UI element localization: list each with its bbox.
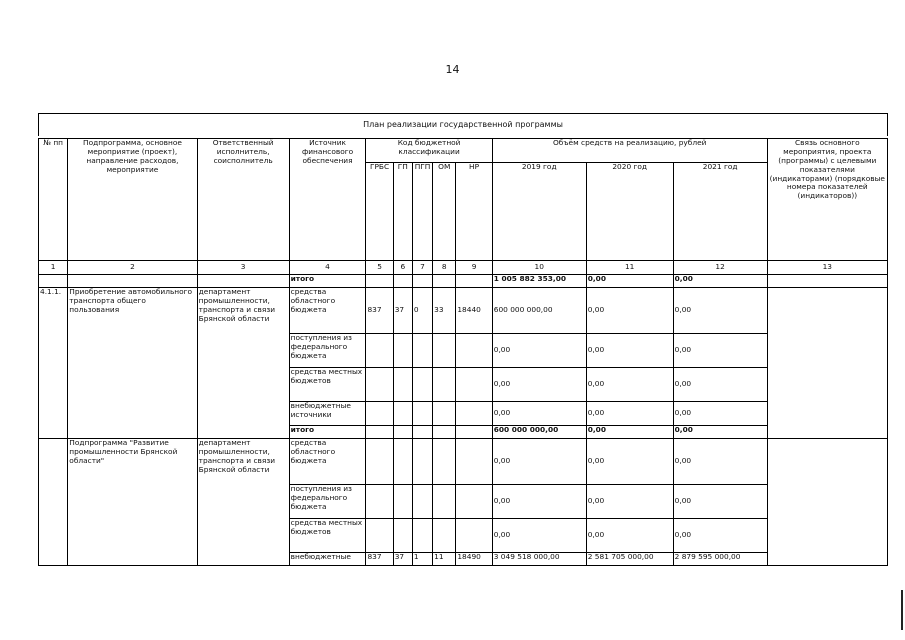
value-2021: 0,00 — [673, 368, 767, 402]
item-responsible: департамент промышленности, транспорта и связи Брянской области — [197, 288, 289, 439]
value-2020: 0,00 — [586, 485, 673, 519]
column-numbers-row — [39, 261, 888, 275]
value-2019: 600 000 000,00 — [492, 288, 586, 334]
header-pgp: ПГП — [412, 163, 432, 261]
value-2020: 0,00 — [586, 439, 673, 485]
total-2021: 0,00 — [673, 426, 767, 439]
value-2019: 0,00 — [492, 439, 586, 485]
pgp-cell: 1 — [412, 553, 432, 566]
header-subprogram: Подпрограмма, основное мероприятие (проект), направление расходов, мероприятие — [68, 139, 197, 261]
source-cell: внебюджетные источники — [289, 402, 366, 426]
subprogram-responsible: департамент промышленности, транспорта и связи Брянской области — [197, 439, 289, 566]
gp-cell: 37 — [393, 553, 412, 566]
grbs-cell: 837 — [366, 553, 393, 566]
grbs-cell: 837 — [366, 288, 393, 334]
total-2020: 0,00 — [586, 426, 673, 439]
item-number: 4.1.1. — [39, 288, 68, 439]
value-2021: 0,00 — [673, 519, 767, 553]
value-2019: 0,00 — [492, 368, 586, 402]
header-link: Связь основного мероприятия, проекта (программы) с целевыми показателями (индикаторами) (порядковые номера показателей (индикаторов)) — [767, 139, 887, 261]
total-2020: 0,00 — [586, 275, 673, 288]
col-number: 5 — [366, 261, 393, 275]
gp-cell: 37 — [393, 288, 412, 334]
source-cell: внебюджетные — [289, 553, 366, 566]
value-2021: 0,00 — [673, 439, 767, 485]
np-cell: 18440 — [456, 288, 492, 334]
source-cell: средства областного бюджета — [289, 439, 366, 485]
value-2020: 0,00 — [586, 519, 673, 553]
header-om: ОМ — [433, 163, 456, 261]
total-2019: 1 005 882 353,00 — [492, 275, 586, 288]
om-cell: 33 — [433, 288, 456, 334]
value-2019: 0,00 — [492, 402, 586, 426]
source-cell: средства местных бюджетов — [289, 519, 366, 553]
col-number: 9 — [456, 261, 492, 275]
col-number: 12 — [673, 261, 767, 275]
value-2020: 0,00 — [586, 368, 673, 402]
header-2020: 2020 год — [586, 163, 673, 261]
header-responsible: Ответственный исполнитель, соисполнитель — [197, 139, 289, 261]
col-number: 11 — [586, 261, 673, 275]
value-2021: 2 879 595 000,00 — [673, 553, 767, 566]
header-2019: 2019 год — [492, 163, 586, 261]
source-cell: средства местных бюджетов — [289, 368, 366, 402]
header-volume: Объём средств на реализацию, рублей — [492, 139, 767, 163]
page-number: 14 — [445, 63, 460, 76]
header-no: № пп — [39, 139, 68, 261]
value-2019: 0,00 — [492, 519, 586, 553]
value-2020: 0,00 — [586, 402, 673, 426]
total-label: итого — [289, 275, 366, 288]
value-2019: 0,00 — [492, 334, 586, 368]
value-2020: 0,00 — [586, 334, 673, 368]
table-row — [39, 275, 888, 288]
col-number: 2 — [68, 261, 197, 275]
total-label: итого — [289, 426, 366, 439]
table-row — [39, 439, 888, 485]
value-2021: 0,00 — [673, 288, 767, 334]
total-2019: 600 000 000,00 — [492, 426, 586, 439]
subprogram-name: Подпрограмма "Развитие промышленности Брянской области" — [68, 439, 197, 566]
col-number: 8 — [433, 261, 456, 275]
pgp-cell: 0 — [412, 288, 432, 334]
header-budget-code: Код бюджетной классификации — [366, 139, 492, 163]
page-title: План реализации государственной программы — [363, 120, 563, 129]
plan-table — [38, 138, 888, 566]
margin-mark — [901, 590, 903, 630]
value-2019: 0,00 — [492, 485, 586, 519]
value-2020: 2 581 705 000,00 — [586, 553, 673, 566]
table-row — [39, 288, 888, 334]
value-2020: 0,00 — [586, 288, 673, 334]
np-cell: 18490 — [456, 553, 492, 566]
col-number: 1 — [39, 261, 68, 275]
source-cell: средства областного бюджета — [289, 288, 366, 334]
col-number: 4 — [289, 261, 366, 275]
header-source: Источник финансового обеспечения — [289, 139, 366, 261]
col-number: 10 — [492, 261, 586, 275]
value-2021: 0,00 — [673, 402, 767, 426]
total-2021: 0,00 — [673, 275, 767, 288]
col-number: 13 — [767, 261, 887, 275]
source-cell: поступления из федерального бюджета — [289, 485, 366, 519]
col-number: 6 — [393, 261, 412, 275]
value-2019: 3 049 518 000,00 — [492, 553, 586, 566]
value-2021: 0,00 — [673, 334, 767, 368]
col-number: 7 — [412, 261, 432, 275]
om-cell: 11 — [433, 553, 456, 566]
col-number: 3 — [197, 261, 289, 275]
header-gp: ГП — [393, 163, 412, 261]
header-np: НР — [456, 163, 492, 261]
header-2021: 2021 год — [673, 163, 767, 261]
value-2021: 0,00 — [673, 485, 767, 519]
header-grbs: ГРБС — [366, 163, 393, 261]
item-name: Приобретение автомобильного транспорта общего пользования — [68, 288, 197, 439]
source-cell: поступления из федерального бюджета — [289, 334, 366, 368]
